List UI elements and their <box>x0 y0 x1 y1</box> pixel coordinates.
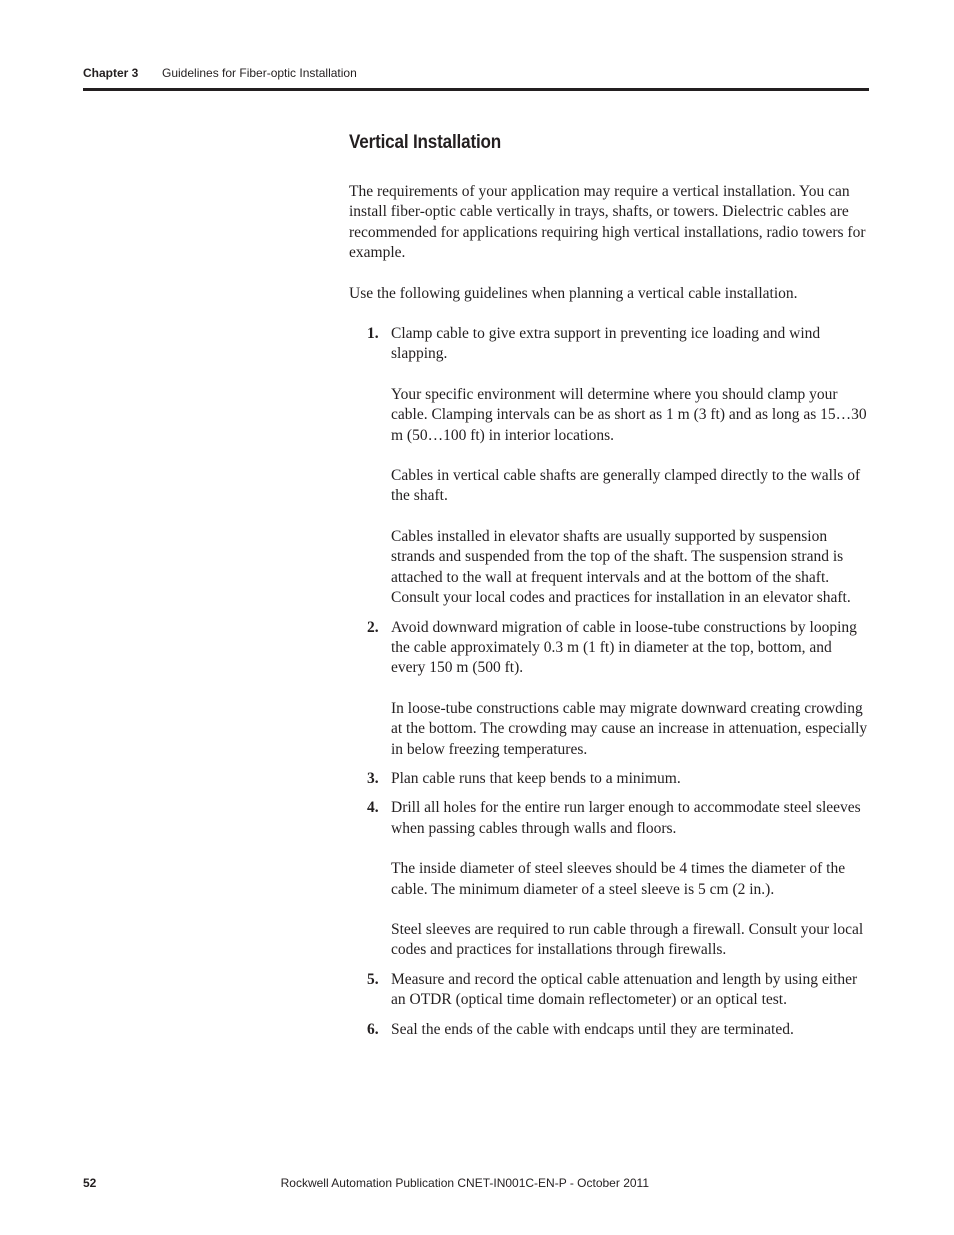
step-detail: Steel sleeves are required to run cable through a firewall. Consult your local codes and practices for installations through firewalls. <box>391 920 864 959</box>
list-item <box>349 970 869 1011</box>
step-text: Avoid downward migration of cable in loose-tube constructions by looping the cable approximately 0.3 m (1 ft) in diameter at the top, bottom, and every 150 m (500 ft). <box>391 618 857 677</box>
publication-info: Rockwell Automation Publication CNET-IN001C-EN-P - October 2011 <box>280 1176 649 1190</box>
list-item <box>349 798 869 960</box>
section-body <box>349 182 869 1049</box>
step-number: 3. <box>367 769 379 787</box>
list-item <box>349 1020 869 1040</box>
step-detail: The inside diameter of steel sleeves should be 4 times the diameter of the cable. The minimum diameter of a steel sleeve is 5 cm (2 in.). <box>391 860 846 898</box>
section-heading: Vertical Installation <box>349 132 502 153</box>
step-text: Measure and record the optical cable attenuation and length by using either an OTDR (optical time domain reflectometer) or an optical test. <box>391 970 858 1009</box>
header-rule <box>83 88 869 91</box>
step-detail: Your specific environment will determine where you should clamp your cable. Clamping intervals can be as short as 1 m (3 ft) and as long as 15…30 m (50…100 ft) in interior locations. <box>391 385 867 444</box>
chapter-title: Guidelines for Fiber-optic Installation <box>162 66 357 80</box>
step-number: 1. <box>367 325 379 343</box>
intro-paragraph: Use the following guidelines when planning a vertical cable installation. <box>349 284 798 302</box>
list-item <box>349 769 869 789</box>
step-number: 6. <box>367 1020 379 1038</box>
list-item <box>349 618 869 760</box>
chapter-label: Chapter 3 <box>83 66 139 80</box>
step-text: Drill all holes for the entire run larger enough to accommodate steel sleeves when passing cables through walls and floors. <box>391 799 861 837</box>
list-item <box>349 324 869 608</box>
step-text: Plan cable runs that keep bends to a minimum. <box>391 769 681 787</box>
page-number: 52 <box>83 1176 97 1190</box>
intro-paragraph: The requirements of your application may require a vertical installation. You can install fiber-optic cable vertically in trays, shafts, or towers. Dielectric cables are recommended for applications requiring high vertical installations, radio towers for example. <box>349 183 866 262</box>
step-text: Seal the ends of the cable with endcaps until they are terminated. <box>391 1020 794 1038</box>
step-text: Clamp cable to give extra support in preventing ice loading and wind slapping. <box>391 325 821 363</box>
step-detail: Cables installed in elevator shafts are usually supported by suspension strands and suspended from the top of the shaft. The suspension strand is attached to the wall at frequent intervals and at the bottom of the shaft. Consult your local codes and practices for installation in an elevator shaft. <box>391 527 851 607</box>
page-header <box>83 66 869 92</box>
page-footer <box>83 1176 869 1194</box>
step-number: 2. <box>367 618 379 636</box>
step-detail: Cables in vertical cable shafts are generally clamped directly to the walls of the shaft. <box>391 467 861 505</box>
guidelines-list <box>349 324 869 1040</box>
step-detail: In loose-tube constructions cable may migrate downward creating crowding at the bottom. The crowding may cause an increase in attenuation, especially in below freezing temperatures. <box>391 699 868 758</box>
step-number: 4. <box>367 799 379 817</box>
step-number: 5. <box>367 970 379 988</box>
